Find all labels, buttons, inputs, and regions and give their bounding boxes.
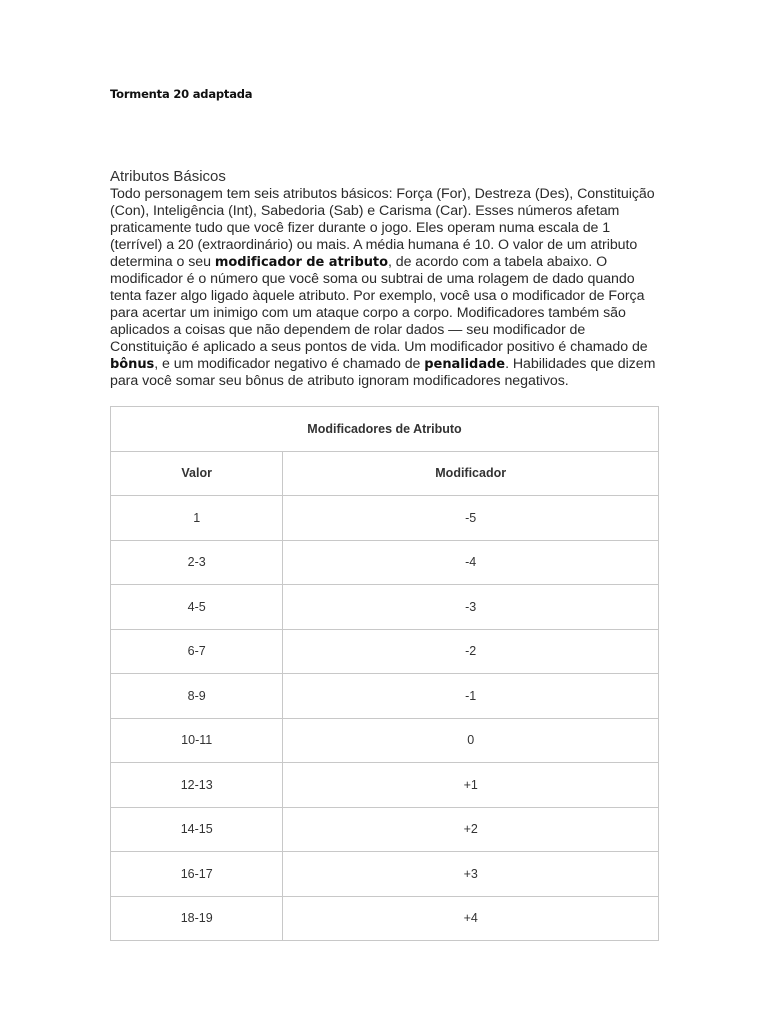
attributes-section xyxy=(110,167,660,390)
cell-modificador: +1 xyxy=(283,763,659,808)
table-header-row xyxy=(111,451,659,496)
cell-modificador: +3 xyxy=(283,852,659,897)
section-heading: Atributos Básicos xyxy=(110,168,226,185)
cell-modificador: 0 xyxy=(283,718,659,763)
table-row xyxy=(111,540,659,585)
table-caption: Modificadores de Atributo xyxy=(111,407,659,452)
column-header-valor: Valor xyxy=(111,451,283,496)
table-row xyxy=(111,763,659,808)
body-text: , e um modificador negativo é chamado de xyxy=(154,356,425,372)
cell-modificador: -3 xyxy=(283,585,659,630)
table-row xyxy=(111,807,659,852)
cell-valor: 2-3 xyxy=(111,540,283,585)
term-modificador-de-atributo: modificador de atributo xyxy=(214,255,388,270)
cell-modificador: -4 xyxy=(283,540,659,585)
cell-valor: 6-7 xyxy=(111,629,283,674)
cell-valor: 8-9 xyxy=(111,674,283,719)
cell-valor: 14-15 xyxy=(111,807,283,852)
column-header-modificador: Modificador xyxy=(283,451,659,496)
modifier-table xyxy=(110,406,659,941)
body-text: Todo personagem tem seis atributos básicos: Força (For), Destreza (Des), Constituição (Con), Inteligência (Int), Sabedoria (Sab) e Carisma (Car). Esses números afetam praticamente tudo que você fizer durante o jogo. Eles operam numa escala de 1 (terrível) a 20 (extraordinário) ou mais. A média humana é 10. O valor de um atributo determina o seu xyxy=(110,186,655,270)
section-body xyxy=(110,186,660,390)
cell-modificador: -1 xyxy=(283,674,659,719)
table-row xyxy=(111,629,659,674)
document-title: Tormenta 20 adaptada xyxy=(110,87,253,101)
cell-modificador: -2 xyxy=(283,629,659,674)
cell-valor: 16-17 xyxy=(111,852,283,897)
cell-valor: 10-11 xyxy=(111,718,283,763)
cell-valor: 4-5 xyxy=(111,585,283,630)
cell-modificador: -5 xyxy=(283,496,659,541)
table-caption-row xyxy=(111,407,659,452)
table-row xyxy=(111,852,659,897)
term-bonus: bônus xyxy=(110,357,155,372)
table-row xyxy=(111,585,659,630)
body-text: . Habilidades que dizem para você somar seu bônus de atributo ignoram modificadores negativos. xyxy=(110,356,656,389)
body-text: , de acordo com a tabela abaixo. O modificador é o número que você soma ou subtrai de uma rolagem de dado quando tenta fazer algo ligado àquele atributo. Por exemplo, você usa o modificador de Força para acertar um inimigo com um ataque corpo a corpo. Modificadores também são aplicados a coisas que não dependem de rolar dados — seu modificador de Constituição é aplicado a seus pontos de vida. Um modificador positivo é chamado de xyxy=(110,254,648,355)
cell-modificador: +2 xyxy=(283,807,659,852)
table-row xyxy=(111,896,659,941)
table-row xyxy=(111,718,659,763)
table-row xyxy=(111,496,659,541)
cell-valor: 1 xyxy=(111,496,283,541)
cell-valor: 18-19 xyxy=(111,896,283,941)
cell-valor: 12-13 xyxy=(111,763,283,808)
cell-modificador: +4 xyxy=(283,896,659,941)
table-row xyxy=(111,674,659,719)
term-penalidade: penalidade xyxy=(424,357,506,372)
